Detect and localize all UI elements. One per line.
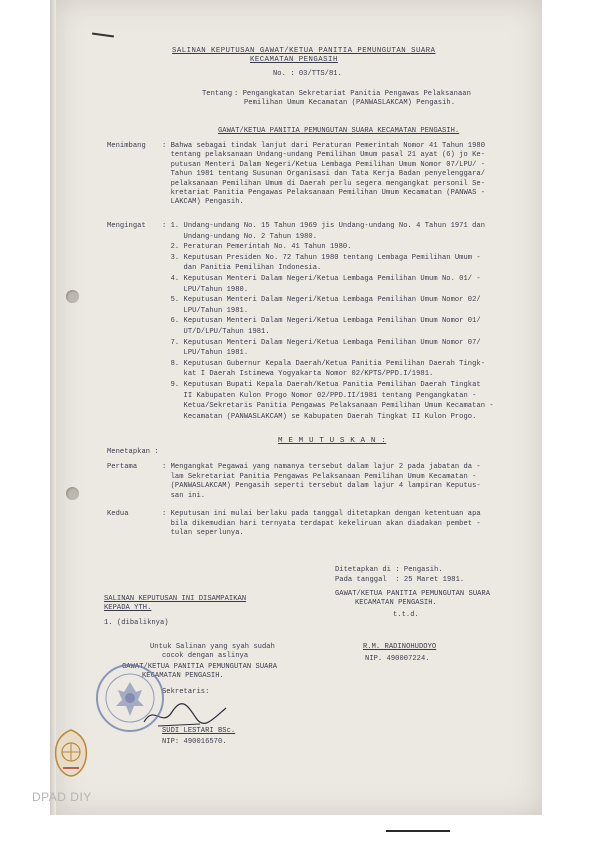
menimbang-line: : Bahwa sebagai tindak lanjut dari Peraturan Pemerintah Nomor 41 Tahun 1980: [162, 142, 486, 150]
kedua-line: bila dikemudian hari ternyata terdapat kekeliruan akan diadakan pembet -: [162, 519, 481, 528]
pertama-line: : Mengangkat Pegawai yang namanya tersebut dalam lajur 2 pada jabatan da -: [162, 463, 481, 471]
official-stamp-icon: [94, 662, 166, 734]
mengingat-line: UT/D/LPU/Tahun 1981.: [162, 328, 270, 336]
decree-number: No. : 03/TTS/81.: [273, 70, 342, 78]
mengingat-line: 6. Keputusan Menteri Dalam Negeri/Ketua Lembaga Pemilihan Umum Nomor 01/: [162, 317, 481, 326]
certification-role: Sekretaris:: [162, 688, 210, 696]
mengingat-line: 8. Keputusan Gubernur Kepala Daerah/Ketua Panitia Pemilihan Daerah Tingk-: [162, 359, 486, 368]
copy-recipient: 1. (dibaliknya): [104, 619, 169, 627]
mengingat-line: Kecamatan (PANWASLAKCAM) se Kabupaten Daerah Tingkat II Kulon Progo.: [162, 412, 477, 421]
signer-title: GAWAT/KETUA PANITIA PEMUNGUTAN SUARA: [335, 590, 491, 598]
punch-hole: [66, 487, 79, 500]
signer-name: R.M. RADINOHUDOYO: [363, 643, 437, 651]
mengingat-line: dan Panitia Pemilihan Indonesia.: [162, 264, 322, 273]
ttd-mark: t.t.d.: [393, 611, 419, 619]
archive-logo-icon: [52, 728, 90, 778]
copy-heading-sub: KEPADA YTH.: [104, 604, 152, 612]
mengingat-line: LPU/Tahun 1981.: [162, 349, 249, 358]
mengingat-line: LPU/Tahun 1980.: [162, 285, 249, 294]
menimbang-line: tentang pelaksanaan Undang-undang Pemilihan Umum pasal 21 ayat (6) jo Ke-: [162, 151, 486, 160]
date-of-issue: Pada tanggal : 25 Maret 1981.: [335, 576, 465, 584]
mengingat-line: kat I Daerah Istimewa Yogyakarta Nomor 02/KPTS/PPD.I/1981.: [162, 370, 434, 379]
tentang-label: Tentang: [202, 90, 233, 98]
pertama-label: Pertama: [107, 463, 138, 471]
mengingat-line: Undang-undang No. 2 Tahun 1980.: [162, 232, 318, 241]
kedua-line: tulan seperlunya.: [162, 529, 244, 538]
signer-nip: NIP. 490007224.: [365, 655, 430, 663]
mengingat-line: 2. Peraturan Pemerintah No. 41 Tahun 1980.: [162, 243, 352, 252]
mengingat-line: 9. Keputusan Bupati Kepala Daerah/Ketua Panitia Pemilihan Daerah Tingkat: [162, 381, 481, 389]
tentang-line: : Pengangkatan Sekretariat Panitia Pengawas Pelaksanaan: [234, 90, 471, 98]
copy-heading: SALINAN KEPUTUSAN INI DISAMPAIKAN: [104, 595, 247, 603]
tentang-line: Pemilihan Umum Kecamatan (PANWASLAKCAM) Pengasih.: [244, 99, 456, 107]
signer-title-sub: KECAMATAN PENGASIH.: [355, 599, 437, 607]
kedua-line: : Keputusan ini mulai berlaku pada tanggal ditetapkan dengan ketentuan apa: [162, 510, 481, 518]
mengingat-line: 4. Keputusan Menteri Dalam Negeri/Ketua Lembaga Pemilihan Umum No. 01/ -: [162, 275, 481, 283]
certification-authority: GAWAT/KETUA PANITIA PEMUNGUTAN SUARA: [122, 663, 278, 671]
menimbang-label: Menimbang: [107, 142, 146, 150]
pertama-line: lam Sekretariat Panitia Pengawas Pelaksanaan Pemilihan Umum Kecamatan -: [162, 472, 477, 481]
mengingat-line: Ketua/Sekretaris Panitia Pengawas Pelaksanaan Pemilihan Umum Kecamatan -: [162, 402, 494, 411]
certifier-name: SUDI LESTARI BSc.: [162, 727, 236, 735]
bottom-edge-mark: [386, 830, 450, 832]
certification-line: cocok dengan aslinya: [162, 652, 249, 660]
mengingat-line: II Kabupaten Kulon Progo Nomor 02/PPD.II/1981 tentang Pengangkatan -: [162, 391, 477, 400]
certification-line: Untuk Salinan yang syah sudah: [150, 643, 275, 651]
decree-title: SALINAN KEPUTUSAN GAWAT/KETUA PANITIA PEMUNGUTAN SUARA: [172, 47, 436, 55]
mengingat-line: 7. Keputusan Menteri Dalam Negeri/Ketua Lembaga Pemilihan Umum Nomor 07/: [162, 338, 481, 347]
memutuskan-heading: M E M U T U S K A N :: [278, 437, 387, 445]
mengingat-line: 5. Keputusan Menteri Dalam Negeri/Ketua Lembaga Pemilihan Umum Nomor 02/: [162, 296, 481, 305]
kedua-label: Kedua: [107, 510, 129, 518]
menetapkan-label: Menetapkan :: [107, 448, 159, 456]
mengingat-line: 3. Keputusan Presiden No. 72 Tahun 1980 tentang Lembaga Pemilihan Umum -: [162, 253, 481, 262]
certifier-nip: NIP: 490016570.: [162, 738, 227, 746]
punch-hole: [66, 290, 79, 303]
authority-heading: GAWAT/KETUA PANITIA PEMUNGUTAN SUARA KECAMATAN PENGASIH.: [218, 127, 460, 135]
menimbang-line: kretariat Panitia Pengawas Pelaksanaan Pemilihan Umum Kecamatan (PANWAS -: [162, 189, 486, 197]
mengingat-label: Mengingat: [107, 222, 146, 230]
paper-edge: [50, 0, 56, 815]
archive-watermark: DPAD DIY: [32, 790, 92, 804]
certification-authority-sub: KECAMATAN PENGASIH.: [142, 672, 224, 680]
pertama-line: (PANWASLAKCAM) Pengasih seperti tersebut dalam lajur 4 lampiran Keputus-: [162, 482, 481, 491]
decree-title-sub: KECAMATAN PENGASIH: [250, 56, 338, 64]
place-of-issue: Ditetapkan di : Pengasih.: [335, 566, 443, 574]
mengingat-line: : 1. Undang-undang No. 15 Tahun 1969 jis Undang-undang No. 4 Tahun 1971 dan: [162, 222, 486, 230]
mengingat-line: LPU/Tahun 1981.: [162, 306, 249, 315]
menimbang-line: LAKCAM) Pengasih.: [162, 198, 244, 207]
menimbang-line: putusan Menteri Dalam Negeri/Ketua Lembaga Pemilihan Umum Nomor 07/LPU/ -: [162, 160, 486, 169]
menimbang-line: pelaksanaan Pemilihan Umum di Daerah perlu segera mengangkat personil Se-: [162, 179, 486, 188]
menimbang-line: Tahun 1981 tentang Susunan Organisasi dan Tata Kerja Badan penyelenggara/: [162, 170, 486, 179]
pertama-line: san ini.: [162, 491, 206, 500]
